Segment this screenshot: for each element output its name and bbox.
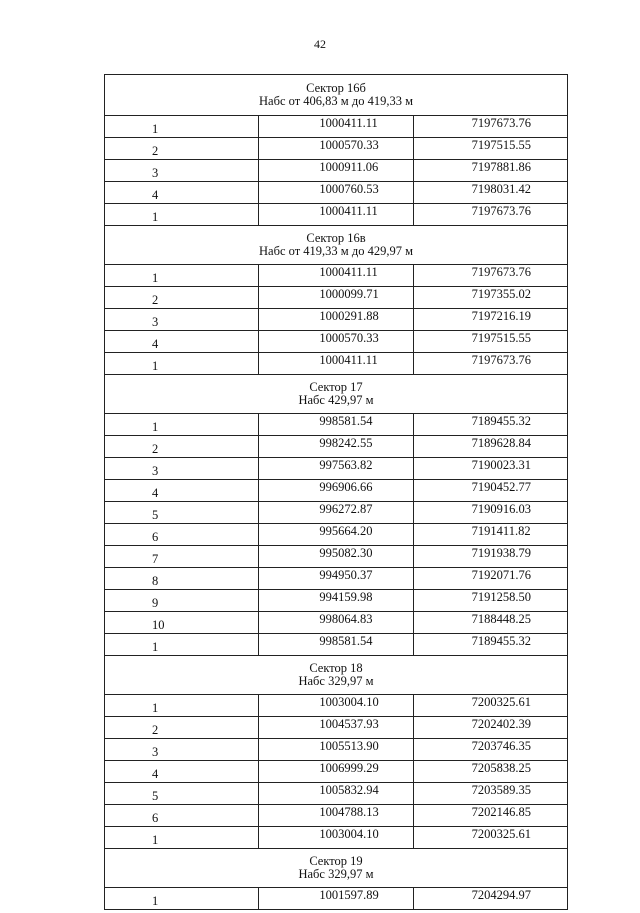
x-coordinate-cell: 998242.55	[259, 436, 413, 458]
y-coordinate-cell: 7203746.35	[413, 739, 567, 761]
x-coordinate-cell: 1000411.11	[259, 353, 413, 375]
y-coordinate-cell: 7190916.03	[413, 502, 567, 524]
sector-header-cell	[105, 75, 568, 116]
x-coordinate-cell: 1005832.94	[259, 783, 413, 805]
point-number-cell: 3	[105, 739, 259, 761]
sector-title: Сектор 17	[309, 380, 363, 394]
table-row	[105, 353, 568, 375]
table-row	[105, 480, 568, 502]
y-coordinate-cell: 7203589.35	[413, 783, 567, 805]
x-coordinate-cell: 998581.54	[259, 414, 413, 436]
table-row	[105, 805, 568, 827]
point-number-cell: 1	[105, 204, 259, 226]
sector-header-cell	[105, 226, 568, 265]
x-coordinate-cell: 998581.54	[259, 634, 413, 656]
sector-height: Набс от 419,33 м до 429,97 м	[259, 244, 413, 258]
y-coordinate-cell: 7204294.97	[413, 888, 567, 910]
y-coordinate-cell: 7197673.76	[413, 116, 567, 138]
point-number-cell: 5	[105, 502, 259, 524]
y-coordinate-cell: 7191258.50	[413, 590, 567, 612]
sector-header-cell	[105, 656, 568, 695]
point-number-cell: 10	[105, 612, 259, 634]
y-coordinate-cell: 7191938.79	[413, 546, 567, 568]
y-coordinate-cell: 7200325.61	[413, 695, 567, 717]
table-row	[105, 414, 568, 436]
table-row	[105, 436, 568, 458]
point-number-cell: 7	[105, 546, 259, 568]
table-row	[105, 546, 568, 568]
point-number-cell: 2	[105, 717, 259, 739]
x-coordinate-cell: 1003004.10	[259, 695, 413, 717]
y-coordinate-cell: 7189455.32	[413, 414, 567, 436]
x-coordinate-cell: 1000411.11	[259, 116, 413, 138]
x-coordinate-cell: 1000911.06	[259, 160, 413, 182]
x-coordinate-cell: 995082.30	[259, 546, 413, 568]
point-number-cell: 3	[105, 160, 259, 182]
page-number: 42	[314, 37, 326, 51]
table-row	[105, 783, 568, 805]
point-number-cell: 4	[105, 761, 259, 783]
point-number-cell: 3	[105, 309, 259, 331]
table-row	[105, 612, 568, 634]
point-number-cell: 6	[105, 805, 259, 827]
x-coordinate-cell: 1000760.53	[259, 182, 413, 204]
table-row	[105, 634, 568, 656]
x-coordinate-cell: 995664.20	[259, 524, 413, 546]
sector-header	[105, 656, 568, 695]
y-coordinate-cell: 7205838.25	[413, 761, 567, 783]
y-coordinate-cell: 7197673.76	[413, 265, 567, 287]
x-coordinate-cell: 1000411.11	[259, 265, 413, 287]
x-coordinate-cell: 1005513.90	[259, 739, 413, 761]
sector-height: Набс 329,97 м	[298, 867, 374, 881]
point-number-cell: 4	[105, 182, 259, 204]
x-coordinate-cell: 1003004.10	[259, 827, 413, 849]
x-coordinate-cell: 1000570.33	[259, 138, 413, 160]
y-coordinate-cell: 7190023.31	[413, 458, 567, 480]
table-row	[105, 458, 568, 480]
sector-title: Сектор 19	[309, 854, 363, 868]
point-number-cell: 1	[105, 116, 259, 138]
table-row	[105, 265, 568, 287]
table-row	[105, 138, 568, 160]
sector-height: Набс 429,97 м	[298, 393, 374, 407]
y-coordinate-cell: 7200325.61	[413, 827, 567, 849]
y-coordinate-cell: 7197216.19	[413, 309, 567, 331]
point-number-cell: 1	[105, 827, 259, 849]
x-coordinate-cell: 1000291.88	[259, 309, 413, 331]
sector-header	[105, 849, 568, 888]
x-coordinate-cell: 1004537.93	[259, 717, 413, 739]
sector-height: Набс от 406,83 м до 419,33 м	[259, 94, 413, 108]
x-coordinate-cell: 1004788.13	[259, 805, 413, 827]
x-coordinate-cell: 996906.66	[259, 480, 413, 502]
coordinates-table-body	[105, 75, 568, 910]
x-coordinate-cell: 996272.87	[259, 502, 413, 524]
y-coordinate-cell: 7202146.85	[413, 805, 567, 827]
point-number-cell: 4	[105, 480, 259, 502]
y-coordinate-cell: 7197355.02	[413, 287, 567, 309]
table-row	[105, 888, 568, 910]
point-number-cell: 5	[105, 783, 259, 805]
sector-title: Сектор 16б	[306, 81, 366, 95]
point-number-cell: 3	[105, 458, 259, 480]
point-number-cell: 1	[105, 888, 259, 910]
sector-header-cell	[105, 849, 568, 888]
table-row	[105, 761, 568, 783]
x-coordinate-cell: 1000099.71	[259, 287, 413, 309]
y-coordinate-cell: 7202402.39	[413, 717, 567, 739]
table-row	[105, 331, 568, 353]
point-number-cell: 1	[105, 414, 259, 436]
point-number-cell: 8	[105, 568, 259, 590]
y-coordinate-cell: 7197515.55	[413, 138, 567, 160]
point-number-cell: 2	[105, 138, 259, 160]
sector-header	[105, 75, 568, 116]
y-coordinate-cell: 7191411.82	[413, 524, 567, 546]
table-row	[105, 116, 568, 138]
table-row	[105, 739, 568, 761]
coordinates-table	[104, 74, 568, 910]
sector-header-cell	[105, 375, 568, 414]
table-row	[105, 695, 568, 717]
table-row	[105, 524, 568, 546]
table-row	[105, 827, 568, 849]
table-row	[105, 590, 568, 612]
y-coordinate-cell: 7188448.25	[413, 612, 567, 634]
y-coordinate-cell: 7197881.86	[413, 160, 567, 182]
table-row	[105, 204, 568, 226]
table-row	[105, 182, 568, 204]
point-number-cell: 1	[105, 634, 259, 656]
y-coordinate-cell: 7189628.84	[413, 436, 567, 458]
point-number-cell: 1	[105, 353, 259, 375]
table-row	[105, 568, 568, 590]
y-coordinate-cell: 7189455.32	[413, 634, 567, 656]
y-coordinate-cell: 7197673.76	[413, 353, 567, 375]
sector-height: Набс 329,97 м	[298, 674, 374, 688]
x-coordinate-cell: 997563.82	[259, 458, 413, 480]
y-coordinate-cell: 7190452.77	[413, 480, 567, 502]
x-coordinate-cell: 994159.98	[259, 590, 413, 612]
point-number-cell: 2	[105, 287, 259, 309]
y-coordinate-cell: 7198031.42	[413, 182, 567, 204]
point-number-cell: 4	[105, 331, 259, 353]
sector-header	[105, 375, 568, 414]
table-row	[105, 160, 568, 182]
x-coordinate-cell: 1006999.29	[259, 761, 413, 783]
table-row	[105, 502, 568, 524]
sector-title: Сектор 18	[309, 661, 363, 675]
sector-title: Сектор 16в	[306, 231, 366, 245]
table-row	[105, 717, 568, 739]
point-number-cell: 1	[105, 695, 259, 717]
x-coordinate-cell: 1000411.11	[259, 204, 413, 226]
point-number-cell: 6	[105, 524, 259, 546]
x-coordinate-cell: 1000570.33	[259, 331, 413, 353]
point-number-cell: 9	[105, 590, 259, 612]
y-coordinate-cell: 7192071.76	[413, 568, 567, 590]
x-coordinate-cell: 1001597.89	[259, 888, 413, 910]
table-row	[105, 309, 568, 331]
x-coordinate-cell: 998064.83	[259, 612, 413, 634]
point-number-cell: 2	[105, 436, 259, 458]
y-coordinate-cell: 7197515.55	[413, 331, 567, 353]
sector-header	[105, 226, 568, 265]
point-number-cell: 1	[105, 265, 259, 287]
x-coordinate-cell: 994950.37	[259, 568, 413, 590]
y-coordinate-cell: 7197673.76	[413, 204, 567, 226]
table-row	[105, 287, 568, 309]
